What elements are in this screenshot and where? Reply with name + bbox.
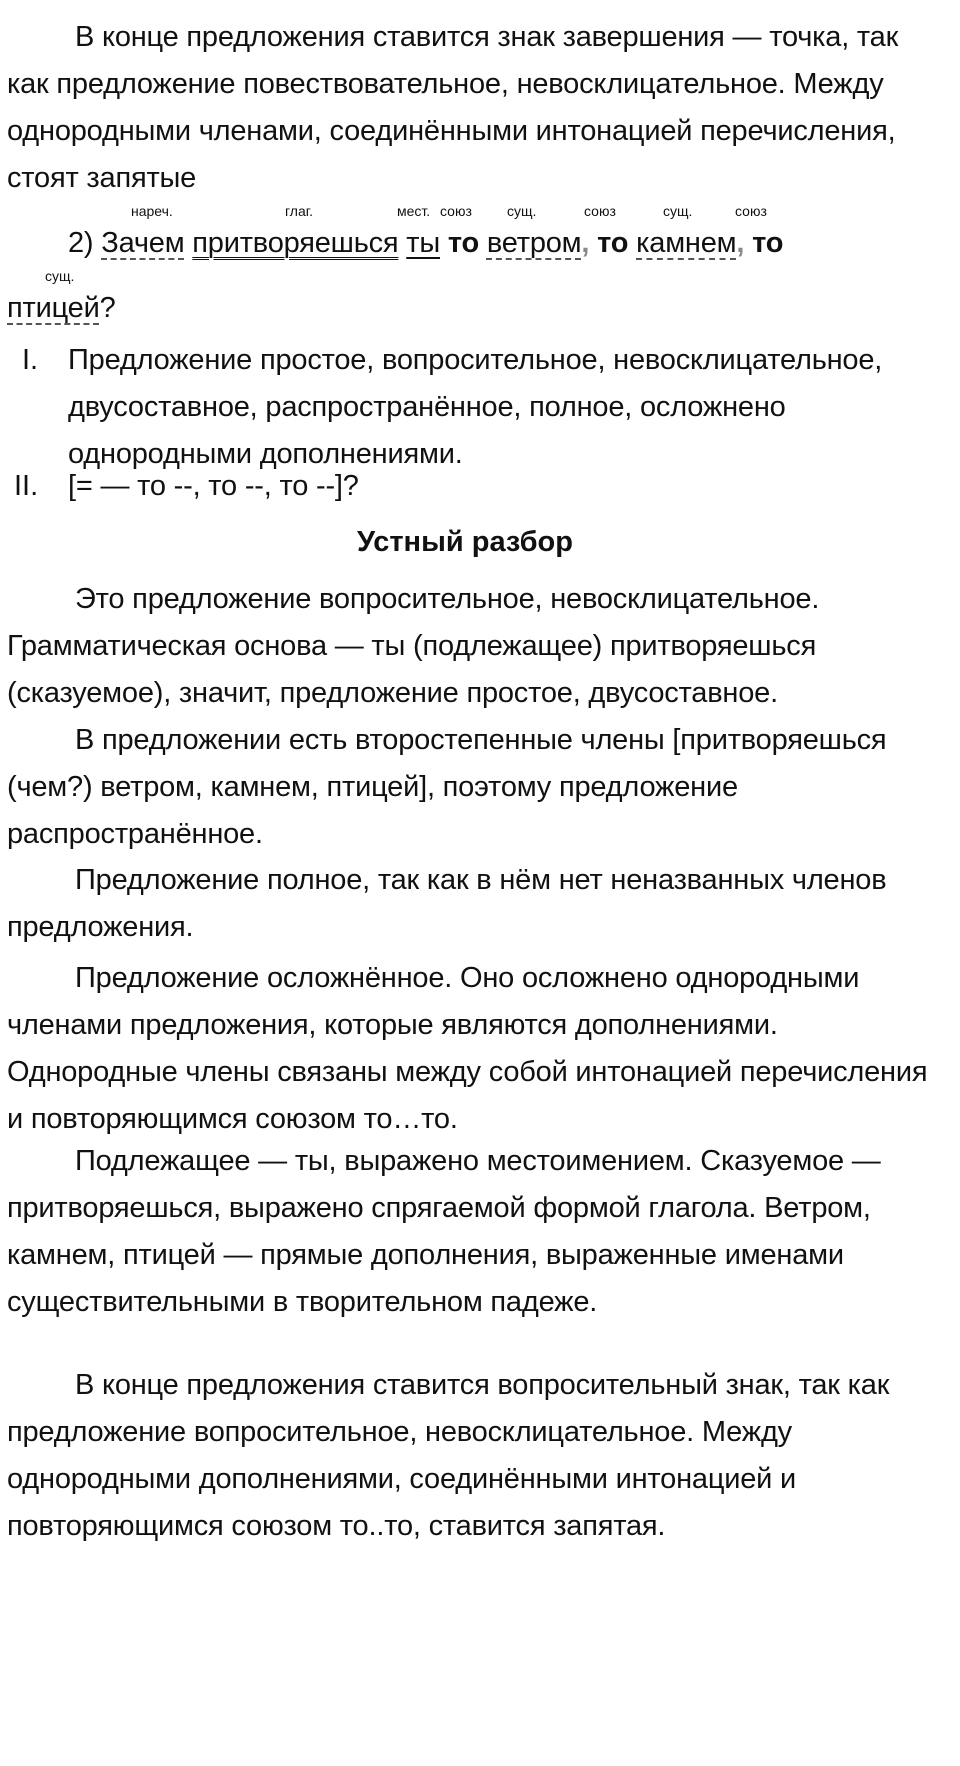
comma-2: , (736, 227, 745, 259)
word-subject: ты (406, 227, 441, 259)
list-item-1: Предложение простое, вопросительное, невосклицательное, двусоставное, распространённое, полное, осложнено однородными дополнениями. (68, 344, 883, 470)
word-conjunction-1: то (447, 227, 480, 259)
label-adverb: нареч. (131, 203, 173, 219)
list-number-2: II. (14, 470, 39, 502)
question-mark: ? (99, 292, 116, 324)
label-conjunction-2: союз (584, 203, 616, 219)
list-number-1: I. (22, 344, 39, 376)
analysed-sentence-line-2 (7, 285, 116, 332)
label-verb: глаг. (285, 203, 314, 219)
label-noun-3: сущ. (45, 268, 75, 284)
word-conjunction-2: то (597, 227, 629, 259)
word-object-2: камнем (636, 227, 737, 259)
label-conjunction-1: союз (440, 203, 472, 219)
paragraph-oral-5: Подлежащее — ты, выражено местоимением. Сказуемое — притворяешься, выражено спрягаемой формой глагола. Ветром, камнем, птицей — прямые дополнения, выраженные именами существительными в творительном падеже. (7, 1145, 881, 1318)
word-zachem: Зачем (101, 227, 185, 259)
paragraph-oral-3: Предложение полное, так как в нём нет неназванных членов предложения. (7, 864, 887, 943)
comma-1: , (581, 227, 590, 259)
label-conjunction-3: союз (735, 203, 767, 219)
paragraph-oral-4: Предложение осложнённое. Оно осложнено однородными членами предложения, которые являются дополнениями. Однородные члены связаны между собой интонацией перечисления и повторяющимся союзом то…то. (7, 962, 928, 1135)
paragraph-oral-1: Это предложение вопросительное, невосклицательное. Грамматическая основа — ты (подлежащее) притворяешься (сказуемое), значит, предложение простое, двусоставное. (7, 583, 820, 709)
section-heading: Устный разбор (357, 526, 573, 558)
word-object-1: ветром (486, 227, 582, 259)
label-noun-1: сущ. (507, 203, 537, 219)
sentence-number: 2) (68, 227, 94, 259)
word-predicate: притворяешься (192, 227, 399, 259)
paragraph-intro: В конце предложения ставится знак завершения — точка, так как предложение повествовательное, невосклицательное. Между однородными членами, соединёнными интонацией перечисления, стоят запятые (7, 21, 899, 194)
word-object-3: птицей (7, 292, 100, 324)
label-noun-2: сущ. (663, 203, 693, 219)
paragraph-oral-6: В конце предложения ставится вопросительный знак, так как предложение вопросительное, невосклицательное. Между однородными дополнениями, соединёнными интонацией и повторяющимся союзом то..то, ставится запятая. (7, 1369, 890, 1542)
label-pronoun: мест. (397, 203, 431, 219)
paragraph-oral-2: В предложении есть второстепенные члены [притворяешься (чем?) ветром, камнем, птицей], поэтому предложение распространённое. (7, 724, 887, 850)
list-item-2: [= — то --, то --, то --]? (68, 470, 359, 502)
analysed-sentence-line-1 (68, 220, 783, 267)
word-conjunction-3: то (752, 227, 784, 259)
